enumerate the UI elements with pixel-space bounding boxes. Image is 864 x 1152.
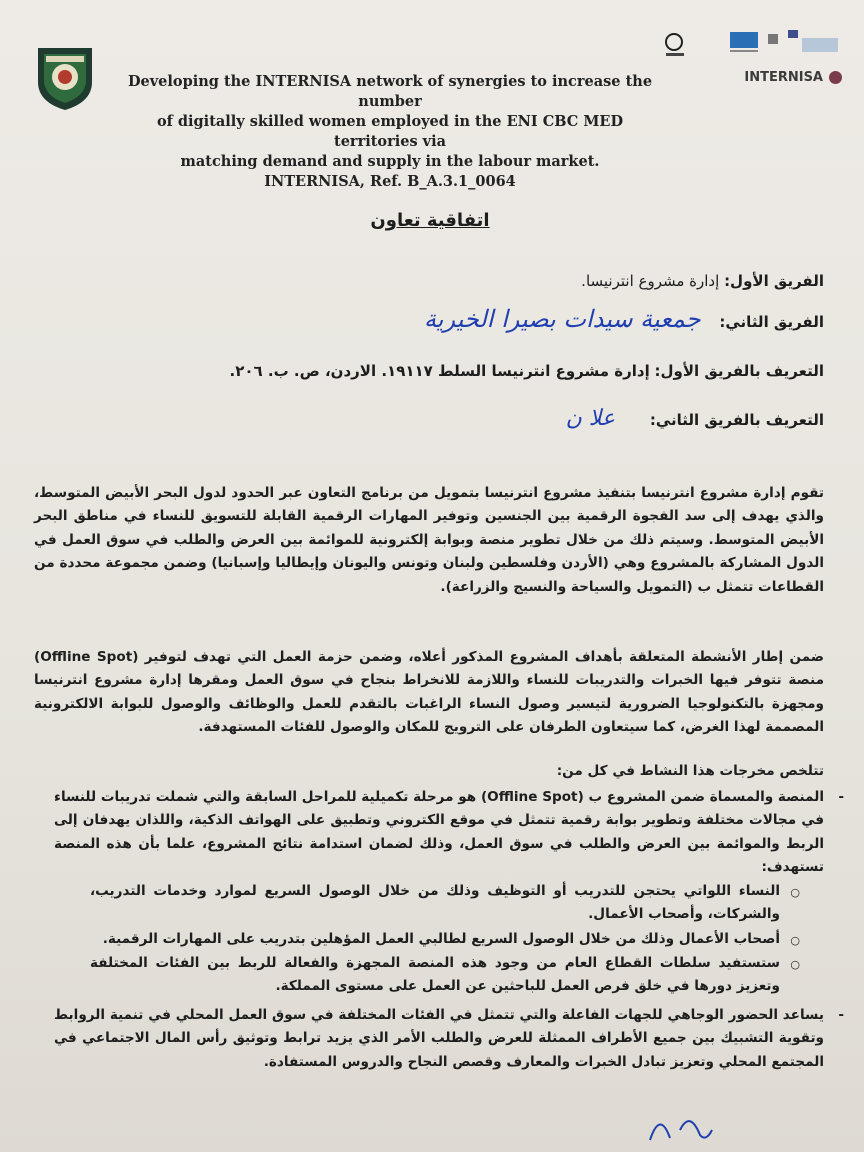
second-party-definition	[566, 406, 824, 431]
header-line-2: of digitally skilled women employed in the ENI CBC MED territories via	[156, 113, 624, 150]
sub-bullet-employers	[90, 928, 800, 951]
circle-bullet-icon: ○	[790, 958, 800, 971]
bullet-networking	[54, 1004, 844, 1074]
first-def-label: التعريف بالفريق الأول:	[654, 362, 824, 380]
dash-icon: -	[838, 1007, 844, 1023]
brand-text: INTERNISA	[744, 70, 823, 85]
second-def-label: التعريف بالفريق الثاني:	[649, 411, 824, 429]
second-def-handwritten: علا ن	[565, 406, 616, 431]
first-def-value: إدارة مشروع انترنيسا السلط ١٩١١٧. الاردن، ص. ب. ٢٠٦.	[229, 362, 650, 380]
dash-mark-icon	[150, 400, 190, 440]
internisa-brand	[744, 70, 842, 85]
partner-logos	[660, 28, 850, 68]
outputs-intro: تتلخص مخرجات هذا النشاط في كل من:	[556, 763, 824, 779]
header-line-1: Developing the INTERNISA network of synergies to increase the number	[127, 73, 653, 110]
paragraph-intro: تقوم إدارة مشروع انترنيسا بتنفيذ مشروع انترنيسا بتمويل من برنامج التعاون عبر الحدود لدول البحر الأبيض المتوسط، والذي يهدف إلى سد الفجوة الرقمية بين الجنسين وتوفير المهارات الرقمية القابلة للتسويق للنساء في مناطق البحر الأبيض المتوسط. وسيتم ذلك من خلال تطوير منصة وبوابة إلكترونية للموائمة بين العرض والطلب في سوق العمل في الدول المشاركة بالمشروع وهي (الأردن وفلسطين ولبنان وتونس واليونان وإيطاليا وإسبانيا) وضمن مجموعة محددة من القطاعات تتمثل ب (التمويل والسياحة والنسيج والزراعة).	[34, 485, 824, 595]
first-party-value: إدارة مشروع انترنيسا.	[581, 272, 720, 290]
project-header	[120, 72, 660, 192]
bullet-platform	[54, 786, 844, 880]
university-shield-logo	[34, 44, 96, 112]
bullet-networking-text: يساعد الحضور الوجاهي للجهات الفاعلة والتي تتمثل في الفئات المختلفة في سوق العمل المحلي في تنمية الروابط وتقوية التشبيك بين جميع الأطراف الممثلة للعرض والطلب الأمر الذي يزيد ترابط وتوثيق رأس المال الاجتماعي في المجتمع المحلي وتعزيز تبادل الخبرات والمعارف وقصص النجاح والدروس المستفادة.	[54, 1007, 824, 1070]
second-party-label: الفريق الثاني:	[719, 313, 824, 331]
sub-bullet-women-text: النساء اللواتي يحتجن للتدريب أو التوظيف وذلك من خلال الوصول السريع لموارد وخدمات التدريب، والشركات، وأصحاب الأعمال.	[90, 883, 780, 923]
bullet-platform-text: المنصة والمسماة ضمن المشروع ب (Offline Spot) هو مرحلة تكميلية للمراحل السابقة والتي شملت تدريبات للنساء في مجالات مختلفة وتطوير بوابة رقمية تتمثل في موقع الكتروني وتطبيق على الهواتف الذكية، واللذان يهدفان إلى الربط والموائمة بين العرض والطلب في سوق العمل، وذلك لضمان استدامة نتائج المشروع، علما بأن هذه المنصة تستهدف:	[54, 789, 824, 876]
sub-bullet-women	[90, 880, 800, 927]
second-party-handwritten: جمعية سيدات بصيرا الخيرية	[423, 305, 701, 333]
first-party-definition	[229, 362, 824, 380]
sub-bullet-authorities-text: ستستفيد سلطات القطاع العام من وجود هذه المنصة المجهزة والفعالة للربط بين الفئات المختلفة وتعزيز دورها في خلق فرص العمل للباحثين عن العمل على مستوى المملكة.	[90, 955, 780, 995]
first-party-label: الفريق الأول:	[724, 272, 824, 290]
paragraph-offline-spot: ضمن إطار الأنشطة المتعلقة بأهداف المشروع المذكور أعلاه، وضمن حزمة العمل التي تهدف لتوفير (Offline Spot) منصة تتوفر فيها الخبرات والتدريبات للنساء واللازمة للانخراط بنجاح في سوق العمل ومقرها إدارة مشروع انترنيسا ومجهزة بالتكنولوجيا الضرورية لتيسير وصول النساء الراغبات بالتقدم للعمل والوظائف والوصول للبوابة الالكترونية المصممة لهذا الغرض، كما سيتعاون الطرفان على الترويج للمكان والوصول للفئات المستهدفة.	[34, 649, 824, 736]
sub-bullet-employers-text: أصحاب الأعمال وذلك من خلال الوصول السريع لطالبي العمل المؤهلين بتدريب على المهارات الرقمية.	[102, 931, 780, 947]
document-title: اتفاقية تعاون	[370, 210, 490, 231]
second-party-line	[424, 305, 824, 333]
dash-icon: -	[838, 789, 844, 805]
brand-dot-icon	[829, 71, 842, 84]
signature-scribble-icon	[640, 1090, 760, 1150]
first-party-line	[581, 272, 824, 290]
header-line-4: INTERNISA, Ref. B_A.3.1_0064	[264, 173, 516, 190]
circle-bullet-icon: ○	[790, 886, 800, 899]
circle-bullet-icon: ○	[790, 934, 800, 947]
header-line-3: matching demand and supply in the labour market.	[180, 153, 600, 170]
sub-bullet-authorities	[90, 952, 800, 999]
